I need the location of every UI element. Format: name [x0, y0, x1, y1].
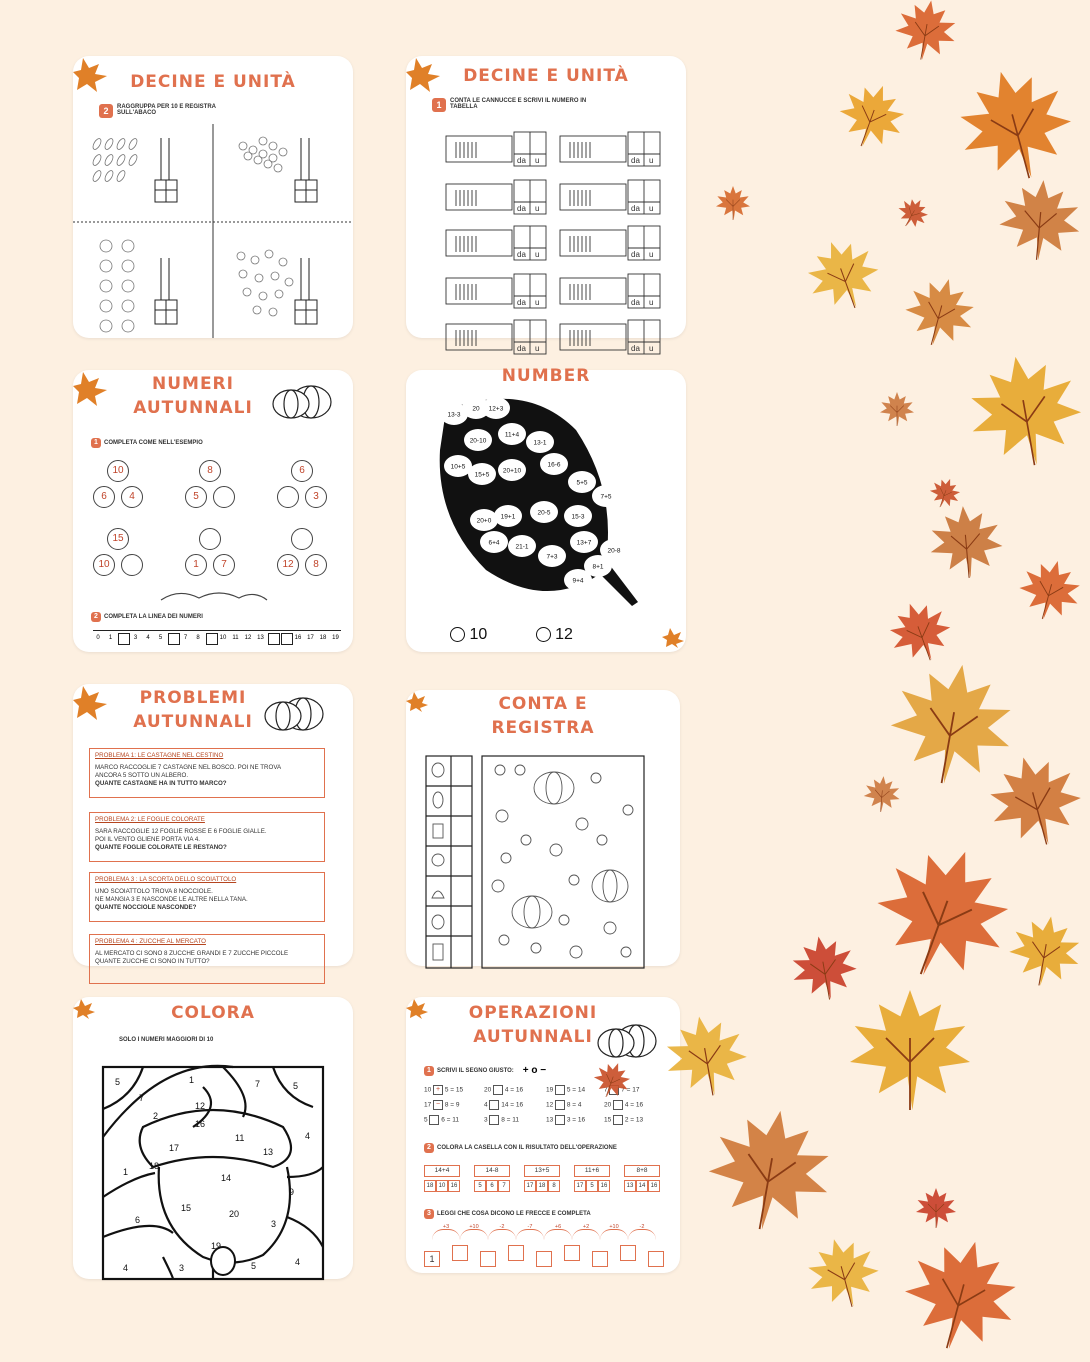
svg-text:u: u	[535, 204, 540, 213]
scale-operation: 9+4	[572, 577, 584, 585]
instruction-3	[424, 1209, 591, 1219]
chain-box[interactable]	[508, 1245, 524, 1261]
region-number: 5	[293, 1081, 299, 1091]
instruction-text: SOLO I NUMERI MAGGIORI DI 10	[119, 1037, 214, 1043]
tree-circle[interactable]	[199, 528, 221, 550]
region-number: 18	[149, 1161, 160, 1171]
svg-text:da: da	[517, 344, 526, 353]
sign-box[interactable]	[555, 1100, 565, 1110]
svg-text:da: da	[631, 298, 640, 307]
instruction-number: 2	[424, 1143, 434, 1153]
arrow-label: -2	[488, 1229, 516, 1240]
sign-exercise: 20 4 = 16	[604, 1101, 644, 1109]
svg-text:u: u	[649, 298, 654, 307]
instruction-text: COMPLETA LA LINEA DEI NUMERI	[104, 614, 203, 620]
scale-operation: 20-8	[607, 547, 621, 555]
sign-box[interactable]	[493, 1085, 503, 1095]
number-line	[93, 630, 341, 651]
result-option[interactable]: 16	[448, 1180, 460, 1192]
problem-question: QUANTE CASTAGNE HA IN TUTTO MARCO?	[95, 780, 227, 787]
arrow-label: +3	[432, 1229, 460, 1240]
svg-text:u: u	[649, 204, 654, 213]
sign-box[interactable]	[613, 1115, 623, 1125]
svg-text:da: da	[631, 156, 640, 165]
scale-operation: 7+3	[546, 553, 558, 561]
signs-text: + o −	[522, 1065, 547, 1076]
tree-circle: 3	[305, 486, 327, 508]
number-line-cell[interactable]	[268, 633, 280, 645]
card-colora[interactable]	[73, 997, 353, 1279]
result-option[interactable]: 6	[486, 1180, 498, 1192]
number-line-cell: 17	[307, 635, 314, 641]
region-number: 9	[289, 1187, 295, 1197]
corner-leaf-icon	[662, 626, 686, 650]
number-line-cell: 0	[96, 635, 100, 641]
region-number: 20	[229, 1209, 240, 1219]
operation-box: 11+6	[574, 1165, 610, 1177]
card-title: NUMBER	[501, 366, 591, 386]
arrow-label: +6	[544, 1229, 572, 1240]
chain-box[interactable]	[452, 1245, 468, 1261]
card-title-line1: CONTA E	[498, 694, 588, 714]
card-operazioni-autunnali[interactable]	[406, 997, 680, 1273]
region-number: 7	[255, 1079, 261, 1089]
result-option[interactable]: 16	[598, 1180, 610, 1192]
sign-exercise: 17 − 8 = 9	[424, 1101, 460, 1109]
number-line-cell: 12	[244, 635, 252, 641]
scale-operation: 13+7	[576, 539, 592, 547]
problem-question: QUANTE NOCCIOLE NASCONDE?	[95, 904, 197, 911]
card-decine-unita-2[interactable]	[406, 56, 686, 353]
instruction-number: 1	[432, 98, 446, 112]
leaf-garland	[159, 588, 269, 604]
instruction-text: RAGGRUPPA PER 10 E REGISTRA SULL'ABACO	[117, 104, 216, 116]
scale-operation: 7+5	[600, 493, 612, 501]
maple-leaf-icon	[893, 193, 934, 234]
maple-leaf-icon	[891, 0, 961, 65]
instruction-2	[424, 1143, 617, 1153]
scale-operation: 11+4	[504, 431, 520, 439]
instruction-text: LEGGI CHE COSA DICONO LE FRECCE E COMPLETA	[437, 1211, 591, 1217]
card-title-line2: REGISTRA	[491, 718, 595, 738]
card-title-line2: AUTUNNALI	[133, 712, 253, 732]
svg-text:da: da	[631, 204, 640, 213]
option-circle-icon[interactable]	[450, 627, 465, 642]
result-option[interactable]: 14	[636, 1180, 648, 1192]
arrow-label: -2	[628, 1229, 656, 1240]
svg-text:u: u	[535, 250, 540, 259]
region-number: 1	[123, 1167, 129, 1177]
chain-box[interactable]	[564, 1245, 580, 1261]
number-line-cell: 1	[108, 635, 113, 641]
card-decine-unita-1[interactable]	[73, 56, 353, 338]
maple-leaf-icon	[716, 186, 750, 220]
sign-box[interactable]	[429, 1115, 439, 1125]
problem-box	[89, 812, 325, 862]
region-number: 15	[181, 1203, 192, 1213]
region-number: 12	[195, 1101, 206, 1111]
result-option[interactable]: 8	[548, 1180, 560, 1192]
sign-exercise: 19 5 = 14	[546, 1086, 586, 1094]
card-title: DECINE E UNITÀ	[463, 66, 629, 86]
region-number: 1	[189, 1075, 195, 1085]
sign-box[interactable]	[555, 1085, 565, 1095]
instruction-1	[424, 1065, 546, 1076]
problem-text: NE MANGIA 3 E NASCONDE LE ALTRE NELLA TANA.	[95, 896, 248, 903]
number-line-cell: 7	[183, 635, 188, 641]
maple-leaf-icon	[916, 1188, 956, 1228]
result-option[interactable]: 10	[436, 1180, 448, 1192]
arrow-label: +10	[460, 1229, 488, 1240]
sign-exercise: 4 14 = 16	[484, 1101, 524, 1109]
sign-exercise: 12 8 = 4	[546, 1101, 582, 1109]
card-title-line2: AUTUNNALI	[473, 1027, 593, 1047]
result-option[interactable]: 5	[586, 1180, 598, 1192]
chain-start-box: 1	[424, 1251, 440, 1267]
operation-box: 8+8	[624, 1165, 660, 1177]
scale-operation: 6+4	[488, 539, 500, 547]
sign-box[interactable]: +	[433, 1085, 443, 1095]
sign-exercise: 15 2 = 13	[604, 1116, 644, 1124]
result-option[interactable]: 18	[536, 1180, 548, 1192]
sign-exercise: 7 7 = 17	[604, 1086, 640, 1094]
number-line-cell: 3	[133, 635, 138, 641]
problem-text: UNO SCOIATTOLO TROVA 8 NOCCIOLE.	[95, 888, 213, 895]
svg-text:u: u	[535, 298, 540, 307]
region-number: 3	[271, 1219, 277, 1229]
result-option[interactable]: 18	[424, 1180, 436, 1192]
corner-leaf-icon	[73, 684, 123, 734]
sign-box[interactable]	[489, 1100, 499, 1110]
sign-box[interactable]: −	[433, 1100, 443, 1110]
scale-operation: 21-1	[515, 543, 529, 551]
number-line-cell[interactable]	[281, 633, 293, 645]
maple-leaf-icon	[927, 503, 1005, 581]
tree-circle: 4	[121, 486, 143, 508]
instruction-2	[91, 612, 203, 622]
instruction-number: 2	[99, 104, 113, 118]
maple-leaf-icon	[700, 1100, 839, 1239]
card-problemi-autunnali[interactable]	[73, 684, 353, 966]
problem-title: PROBLEMA 4 : ZUCCHE AL MERCATO	[95, 938, 206, 945]
svg-text:u: u	[535, 344, 540, 353]
scale-operation: 20-5	[537, 509, 551, 517]
corner-leaf-icon	[406, 56, 456, 106]
region-number: 4	[305, 1131, 311, 1141]
scale-operation: 20-10	[469, 437, 487, 445]
answer-options	[450, 626, 573, 644]
chain-box[interactable]	[620, 1245, 636, 1261]
card-conta-e-registra[interactable]	[406, 690, 680, 966]
region-number: 3	[179, 1263, 185, 1273]
option-circle-icon[interactable]	[536, 627, 551, 642]
problem-text: POI IL VENTO GLIENE PORTA VIA 4.	[95, 836, 200, 843]
region-number: 16	[195, 1119, 206, 1129]
corner-leaf-icon	[73, 997, 97, 1021]
scale-operation: 19+1	[500, 513, 516, 521]
region-number: 19	[211, 1241, 222, 1251]
instruction-text: SCRIVI IL SEGNO GIUSTO:	[437, 1067, 514, 1074]
problem-text: AL MERCATO CI SONO 8 ZUCCHE GRANDI E 7 ZUCCHE PICCOLE	[95, 950, 289, 957]
result-option[interactable]: 13	[624, 1180, 636, 1192]
result-option[interactable]: 7	[498, 1180, 510, 1192]
arrow-label: -7	[516, 1229, 544, 1240]
tree-circle: 10	[93, 554, 115, 576]
scale-operation: 20+0	[476, 517, 492, 525]
region-number: 2	[153, 1111, 159, 1121]
scale-operation: 20	[472, 405, 480, 413]
scale-operation: 20+10	[502, 467, 522, 475]
maple-leaf-icon	[880, 392, 914, 426]
svg-text:u: u	[535, 156, 540, 165]
problem-text: QUANTE ZUCCHE CI SONO IN TUTTO?	[95, 958, 210, 965]
region-number: 11	[235, 1133, 245, 1143]
region-number: 17	[169, 1143, 180, 1153]
arrow-label: +10	[600, 1229, 628, 1240]
maple-leaf-icon	[862, 774, 901, 813]
region-number: 13	[263, 1147, 274, 1157]
chain-box[interactable]	[480, 1251, 496, 1267]
scale-operation: 10+5	[450, 463, 466, 471]
tree-circle: 7	[213, 554, 235, 576]
problem-box	[89, 748, 325, 798]
tree-circle: 8	[199, 460, 221, 482]
number-line-cell: 18	[319, 635, 327, 641]
corner-leaf-icon	[406, 690, 430, 714]
tree-circle[interactable]	[121, 554, 143, 576]
maple-leaf-icon	[798, 230, 888, 320]
maple-leaf-icon	[997, 177, 1084, 264]
svg-text:da: da	[517, 250, 526, 259]
tree-circle: 10	[107, 460, 129, 482]
region-number: 4	[295, 1257, 301, 1267]
problem-text: MARCO RACCOGLIE 7 CASTAGNE NEL BOSCO. POI NE TROVA	[95, 764, 282, 771]
problem-title: PROBLEMA 2: LE FOGLIE COLORATE	[95, 816, 205, 823]
tree-circle[interactable]	[291, 528, 313, 550]
maple-leaf-icon	[1013, 553, 1086, 626]
problem-title: PROBLEMA 1: LE CASTAGNE NEL CESTINO	[95, 752, 224, 759]
problem-text: SARA RACCOGLIE 12 FOGLIE ROSSE E 6 FOGLIE GIALLE.	[95, 828, 267, 835]
maple-leaf-icon	[860, 830, 1027, 997]
scale-operation: 13-3	[447, 411, 461, 419]
operation-box: 14+4	[424, 1165, 460, 1177]
card-title-line1: NUMERI	[152, 374, 234, 394]
instruction-text: COMPLETA COME NELL'ESEMPIO	[104, 440, 203, 446]
svg-text:da: da	[631, 344, 640, 353]
scale-operation: 15-3	[571, 513, 585, 521]
sign-exercise: 20 4 = 16	[484, 1086, 524, 1094]
chain-box[interactable]	[592, 1251, 608, 1267]
number-line-cell: 13	[257, 635, 264, 641]
instruction-1	[91, 438, 203, 448]
card-title: COLORA	[171, 1003, 255, 1023]
instruction-number: 1	[424, 1066, 434, 1076]
card-number-pinecone[interactable]	[406, 366, 686, 652]
result-option[interactable]: 5	[474, 1180, 486, 1192]
number-line-cell: 8	[196, 635, 200, 641]
problem-box	[89, 934, 325, 984]
tree-circle: 6	[93, 486, 115, 508]
number-line-cell[interactable]	[206, 633, 218, 645]
sign-exercise: 5 6 = 11	[424, 1116, 460, 1124]
acorn-color-by-number	[73, 997, 353, 1279]
sign-box[interactable]	[489, 1115, 499, 1125]
sign-exercise: 3 8 = 11	[484, 1116, 520, 1124]
operation-box: 13+5	[524, 1165, 560, 1177]
svg-text:u: u	[649, 344, 654, 353]
maple-leaf-icon	[660, 1010, 753, 1103]
card-title-line1: PROBLEMI	[139, 688, 247, 708]
pinecone-color-by-number	[406, 370, 686, 652]
card-numeri-autunnali[interactable]	[73, 370, 353, 652]
svg-text:da: da	[631, 250, 640, 259]
svg-text:da: da	[517, 156, 526, 165]
sign-exercise: 10 + 5 = 15	[424, 1086, 464, 1094]
maple-leaf-icon	[898, 270, 981, 353]
scale-operation: 16-6	[547, 461, 561, 469]
region-number: 14	[221, 1173, 232, 1183]
chain-box[interactable]	[536, 1251, 552, 1267]
pumpkins-icon	[596, 1017, 660, 1059]
operation-box: 14-8	[474, 1165, 510, 1177]
region-number: 7	[139, 1093, 145, 1103]
sign-exercise: 13 3 = 16	[546, 1116, 586, 1124]
chain-box[interactable]	[648, 1251, 664, 1267]
instruction-number: 1	[91, 438, 101, 448]
number-line-cell: 19	[332, 635, 339, 641]
scale-operation: 12+3	[488, 405, 504, 413]
scale-operation: 5+5	[576, 479, 588, 487]
tree-circle[interactable]	[277, 486, 299, 508]
pumpkins-icon	[263, 690, 327, 732]
number-line-cell: 11	[232, 635, 239, 641]
tree-circle[interactable]	[213, 486, 235, 508]
maple-leaf-icon	[894, 1228, 1029, 1362]
svg-text:da: da	[517, 298, 526, 307]
sign-box[interactable]	[555, 1115, 565, 1125]
number-line-cell: 16	[294, 635, 302, 641]
maple-leaf-icon	[800, 1230, 886, 1316]
region-number: 5	[115, 1077, 121, 1087]
instruction-text: CONTA LE CANNUCCE E SCRIVI IL NUMERO IN TABELLA	[450, 98, 587, 110]
card-title-line1: OPERAZIONI	[468, 1003, 598, 1023]
result-option[interactable]: 17	[524, 1180, 536, 1192]
svg-text:da: da	[517, 204, 526, 213]
option-2: 12	[555, 626, 573, 643]
tree-circle: 6	[291, 460, 313, 482]
count-and-record-grid	[406, 690, 680, 966]
maple-leaf-icon	[961, 347, 1088, 474]
pumpkins-icon	[271, 378, 335, 420]
tree-circle: 5	[185, 486, 207, 508]
scale-operation: 15+5	[474, 471, 490, 479]
arrow-label: +2	[572, 1229, 600, 1240]
instruction-number: 3	[424, 1209, 434, 1219]
region-number: 5	[251, 1261, 257, 1271]
corner-leaf-icon	[73, 56, 123, 106]
number-line-cell[interactable]	[118, 633, 130, 645]
svg-text:u: u	[649, 156, 654, 165]
number-line-cell: 4	[146, 635, 150, 641]
option-1: 10	[469, 626, 488, 643]
scale-operation: 13-1	[533, 439, 547, 447]
region-number: 6	[135, 1215, 141, 1225]
corner-leaf-icon	[73, 370, 123, 420]
number-line-cell: 10	[219, 635, 227, 641]
maple-leaf-icon	[850, 990, 970, 1110]
scale-operation: 8+1	[592, 563, 604, 571]
region-number: 4	[123, 1263, 129, 1273]
card-title: DECINE E UNITÀ	[130, 72, 296, 92]
number-line-cell: 5	[158, 635, 163, 641]
instruction-text: COLORA LA CASELLA CON IL RISULTATO DELL'OPERAZIONE	[437, 1145, 617, 1151]
tree-circle: 8	[305, 554, 327, 576]
svg-text:u: u	[649, 250, 654, 259]
result-option[interactable]: 17	[574, 1180, 586, 1192]
problem-question: QUANTE FOGLIE COLORATE LE RESTANO?	[95, 844, 227, 851]
tree-circle: 12	[277, 554, 299, 576]
card-title-line2: AUTUNNALI	[133, 398, 253, 418]
corner-leaf-icon	[406, 997, 430, 1021]
tree-circle: 1	[185, 554, 207, 576]
maple-leaf-icon	[1004, 910, 1085, 991]
result-option[interactable]: 16	[648, 1180, 660, 1192]
problem-box	[89, 872, 325, 922]
tree-circle: 15	[107, 528, 129, 550]
maple-leaf-icon	[831, 75, 913, 157]
problem-title: PROBLEMA 3 : LA SCORTA DELLO SCOIATTOLO	[95, 876, 237, 883]
instruction-number: 2	[91, 612, 101, 622]
number-line-cell[interactable]	[168, 633, 180, 645]
maple-leaf-icon	[948, 58, 1083, 193]
problem-text: ANCORA 5 SOTTO UN ALBERO.	[95, 772, 189, 779]
